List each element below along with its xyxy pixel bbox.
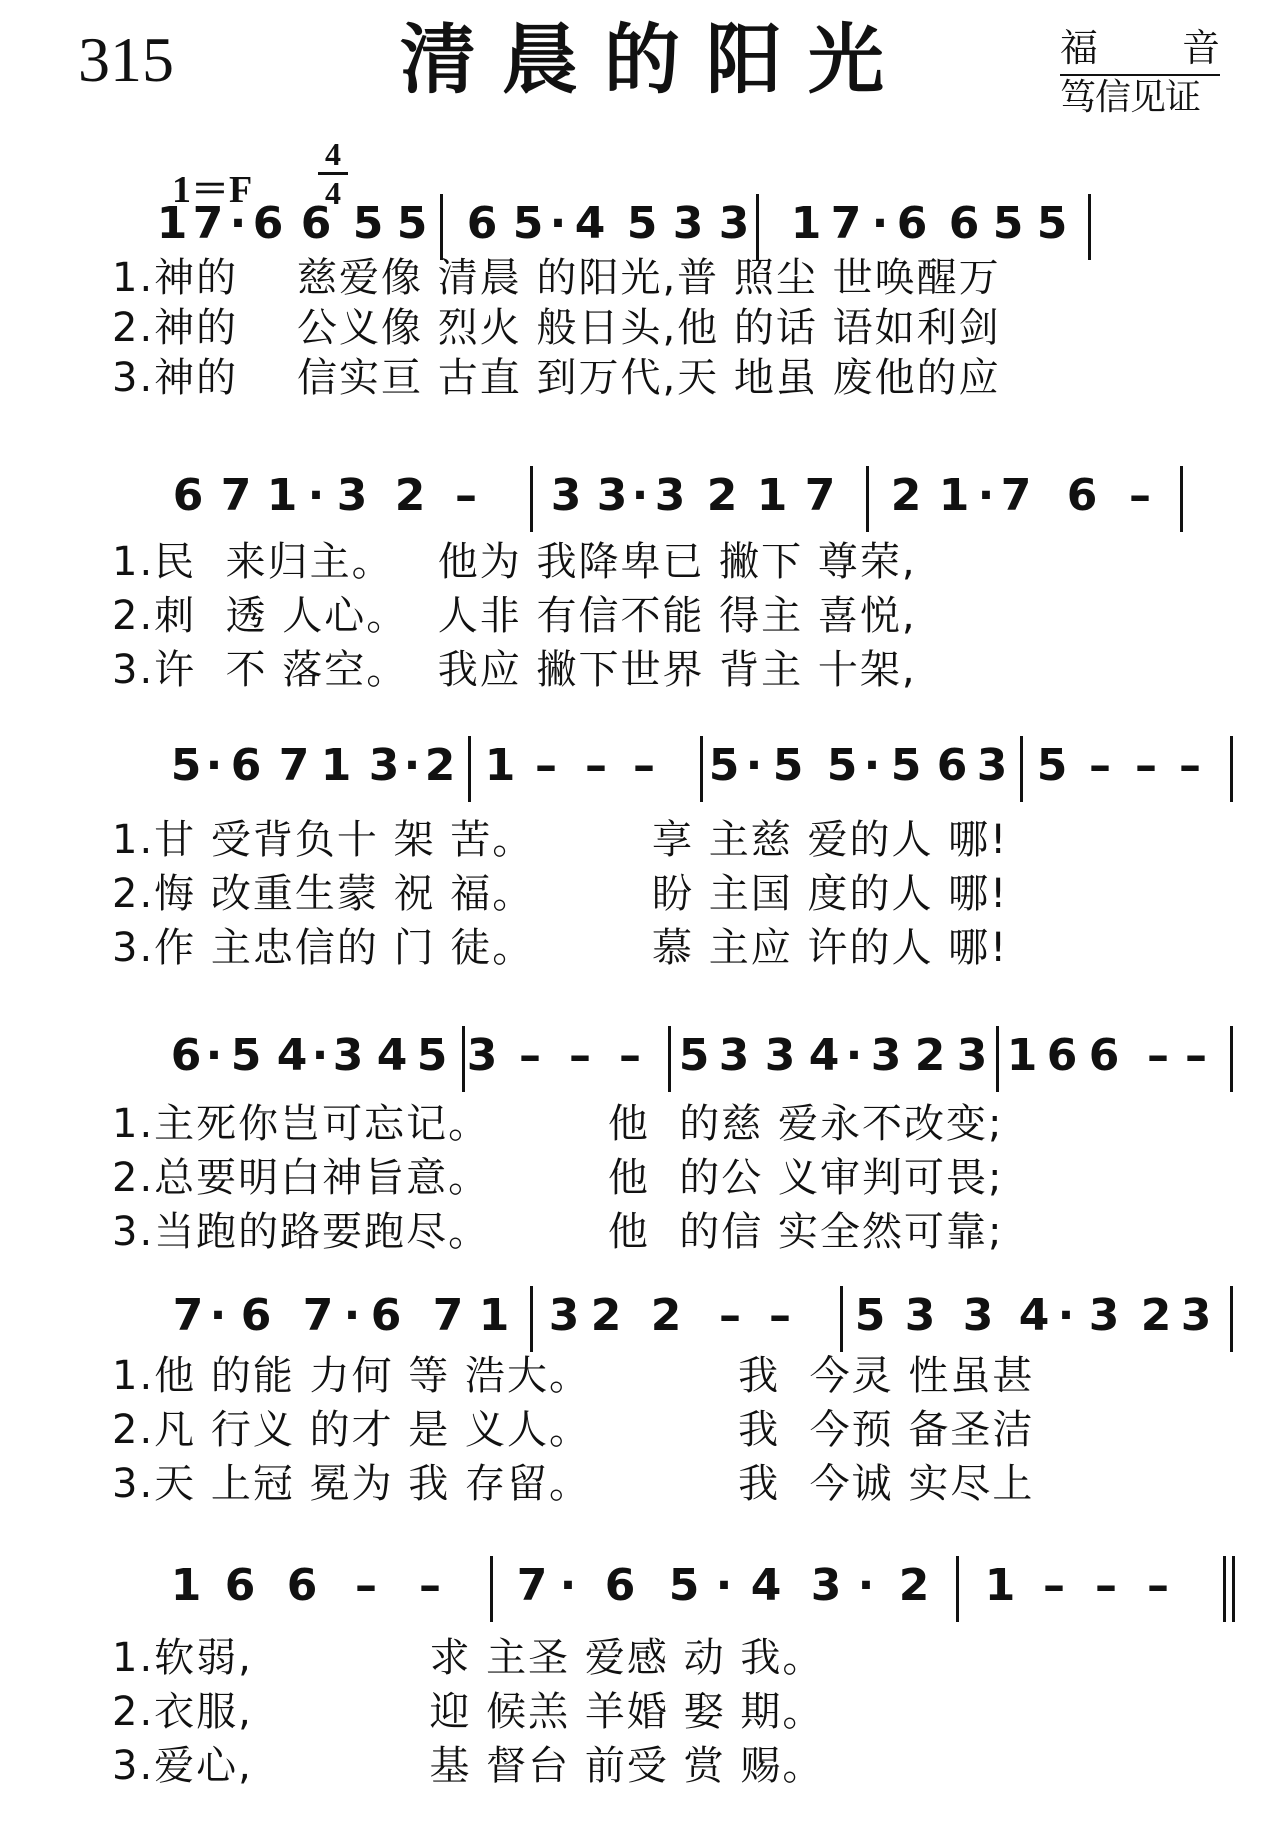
note-digit: 6 xyxy=(1088,1030,1120,1081)
dash-extension: – xyxy=(1147,1560,1169,1611)
note-digit: 6 xyxy=(172,470,204,521)
lyric-verse-3: 3.爱心, 基 督台 前受 赏 赐。 xyxy=(112,1743,825,1789)
note-digit: 3 xyxy=(810,1560,842,1611)
note-digit: 4 xyxy=(1018,1290,1050,1341)
note-digit: 6 xyxy=(370,1290,402,1341)
credit-source-right: 音 xyxy=(1181,26,1220,70)
note-digit: 6 xyxy=(896,198,928,249)
barline xyxy=(756,194,759,260)
dot-mark: · xyxy=(631,470,649,521)
dot-mark: · xyxy=(205,1030,223,1081)
dot-mark: · xyxy=(311,1030,329,1081)
note-digit: 5 xyxy=(170,740,202,791)
dash-extension: – xyxy=(569,1030,591,1081)
system-6 xyxy=(0,1560,1280,1800)
note-digit: 6 xyxy=(936,740,968,791)
note-digit: 3 xyxy=(718,1030,750,1081)
note-digit: 3 xyxy=(466,1030,498,1081)
dot-mark: · xyxy=(209,1290,227,1341)
note-digit: 1 xyxy=(478,1290,510,1341)
note-digit: 1 xyxy=(938,470,970,521)
lyric-verse-1: 1.主死你岂可忘记。 他 的慈 爱永不改变; xyxy=(112,1101,1004,1147)
note-digit: 7 xyxy=(192,198,224,249)
note-digit: 6 xyxy=(1046,1030,1078,1081)
note-digit: 4 xyxy=(574,198,606,249)
dot-mark: · xyxy=(863,740,881,791)
note-digit: 3 xyxy=(718,198,750,249)
note-digit: 2 xyxy=(914,1030,946,1081)
barline xyxy=(1020,736,1023,802)
hymn-title: 清晨的阳光 xyxy=(400,15,910,104)
system-4 xyxy=(0,1030,1280,1270)
dash-extension: – xyxy=(633,740,655,791)
dot-mark: · xyxy=(559,1560,577,1611)
hymn-number: 315 xyxy=(78,24,174,95)
note-digit: 3 xyxy=(332,1030,364,1081)
note-digit: 6 xyxy=(948,198,980,249)
note-digit: 6 xyxy=(230,740,262,791)
barline xyxy=(468,736,471,802)
barline xyxy=(668,1026,671,1092)
barline xyxy=(840,1286,843,1352)
note-digit: 1 xyxy=(170,1560,202,1611)
dot-mark: · xyxy=(745,740,763,791)
dash-extension: – xyxy=(585,740,607,791)
dot-mark: · xyxy=(857,1560,875,1611)
dash-extension: – xyxy=(769,1290,791,1341)
barline xyxy=(530,466,533,532)
note-digit: 4 xyxy=(808,1030,840,1081)
barline xyxy=(956,1556,959,1622)
dot-mark: · xyxy=(1057,1290,1075,1341)
note-digit: 2 xyxy=(1140,1290,1172,1341)
note-digit: 3 xyxy=(956,1030,988,1081)
note-digit: 1 xyxy=(790,198,822,249)
dot-mark: · xyxy=(343,1290,361,1341)
lyric-verse-1: 1.他 的能 力何 等 浩大。 我 今灵 性虽甚 xyxy=(112,1353,1035,1399)
note-digit: 3 xyxy=(548,1290,580,1341)
note-digit: 6 xyxy=(224,1560,256,1611)
lyric-verse-1: 1.软弱, 求 主圣 爱感 动 我。 xyxy=(112,1635,825,1681)
time-signature-bottom: 4 xyxy=(318,172,348,209)
barline xyxy=(440,194,443,260)
note-digit: 7 xyxy=(278,740,310,791)
note-digit: 6 xyxy=(466,198,498,249)
note-digit: 5 xyxy=(708,740,740,791)
note-digit: 3 xyxy=(904,1290,936,1341)
note-digit: 5 xyxy=(854,1290,886,1341)
note-digit: 1 xyxy=(1006,1030,1038,1081)
dash-extension: – xyxy=(1089,740,1111,791)
dash-extension: – xyxy=(1185,1030,1207,1081)
note-digit: 7 xyxy=(804,470,836,521)
barline xyxy=(700,736,703,802)
system-3 xyxy=(0,740,1280,980)
note-digit: 3 xyxy=(368,740,400,791)
note-digit: 4 xyxy=(276,1030,308,1081)
dot-mark: · xyxy=(845,1030,863,1081)
note-digit: 7 xyxy=(1000,470,1032,521)
note-digit: 5 xyxy=(992,198,1024,249)
dot-mark: · xyxy=(229,198,247,249)
dot-mark: · xyxy=(549,198,567,249)
note-digit: 3 xyxy=(870,1030,902,1081)
note-digit: 5 xyxy=(352,198,384,249)
note-digit: 5 xyxy=(678,1030,710,1081)
note-digit: 3 xyxy=(596,470,628,521)
lyric-verse-2: 2.总要明白神旨意。 他 的公 义审判可畏; xyxy=(112,1155,1004,1201)
credit-source xyxy=(1060,26,1220,76)
note-digit: 3 xyxy=(672,198,704,249)
dash-extension: – xyxy=(455,470,477,521)
lyric-verse-1: 1.民 来归主。 他为 我降卑已 撇下 尊荣, xyxy=(112,539,917,585)
system-5 xyxy=(0,1290,1280,1530)
note-digit: 3 xyxy=(654,470,686,521)
note-digit: 7 xyxy=(830,198,862,249)
note-digit: 7 xyxy=(432,1290,464,1341)
note-digit: 3 xyxy=(976,740,1008,791)
note-digit: 1 xyxy=(756,470,788,521)
dash-extension: – xyxy=(1043,1560,1065,1611)
barline xyxy=(1230,736,1233,802)
lyric-verse-3: 3.作 主忠信的 门 徒。 慕 主应 许的人 哪! xyxy=(112,925,1009,971)
note-digit: 3 xyxy=(764,1030,796,1081)
note-digit: 6 xyxy=(252,198,284,249)
barline xyxy=(1088,194,1091,260)
dash-extension: – xyxy=(419,1560,441,1611)
lyric-verse-3: 3.神的 信实亘 古直 到万代,天 地虽 废他的应 xyxy=(112,355,1001,401)
dash-extension: – xyxy=(1147,1030,1169,1081)
lyric-verse-3: 3.天 上冠 冕为 我 存留。 我 今诚 实尽上 xyxy=(112,1461,1035,1507)
note-digit: 2 xyxy=(706,470,738,521)
note-digit: 3 xyxy=(336,470,368,521)
note-digit: 6 xyxy=(1066,470,1098,521)
note-digit: 5 xyxy=(626,198,658,249)
note-digit: 7 xyxy=(220,470,252,521)
note-digit: 2 xyxy=(424,740,456,791)
note-digit: 5 xyxy=(396,198,428,249)
dash-extension: – xyxy=(1095,1560,1117,1611)
lyric-verse-3: 3.当跑的路要跑尽。 他 的信 实全然可靠; xyxy=(112,1209,1004,1255)
key-signature: 1＝F xyxy=(172,169,253,211)
note-digit: 4 xyxy=(750,1560,782,1611)
dot-mark: · xyxy=(715,1560,733,1611)
note-digit: 2 xyxy=(890,470,922,521)
note-digit: 1 xyxy=(484,740,516,791)
note-digit: 7 xyxy=(302,1290,334,1341)
dot-mark: · xyxy=(403,740,421,791)
note-digit: 7 xyxy=(516,1560,548,1611)
note-digit: 7 xyxy=(172,1290,204,1341)
dash-extension: – xyxy=(719,1290,741,1341)
lyric-verse-1: 1.神的 慈爱像 清晨 的阳光,普 照尘 世唤醒万 xyxy=(112,255,1001,301)
note-digit: 6 xyxy=(604,1560,636,1611)
barline xyxy=(530,1286,533,1352)
note-digit: 2 xyxy=(898,1560,930,1611)
dash-extension: – xyxy=(535,740,557,791)
dash-extension: – xyxy=(1179,740,1201,791)
barline xyxy=(462,1026,465,1092)
note-digit: 3 xyxy=(1088,1290,1120,1341)
credits xyxy=(1060,26,1220,119)
time-signature-top: 4 xyxy=(325,136,341,172)
barline xyxy=(1180,466,1183,532)
note-digit: 2 xyxy=(394,470,426,521)
note-digit: 5 xyxy=(512,198,544,249)
note-digit: 3 xyxy=(962,1290,994,1341)
lyric-verse-2: 2.悔 改重生蒙 祝 福。 盼 主国 度的人 哪! xyxy=(112,871,1009,917)
dot-mark: · xyxy=(205,740,223,791)
note-digit: 4 xyxy=(376,1030,408,1081)
note-digit: 6 xyxy=(286,1560,318,1611)
note-digit: 1 xyxy=(266,470,298,521)
note-digit: 5 xyxy=(416,1030,448,1081)
barline xyxy=(1230,1026,1233,1092)
note-digit: 6 xyxy=(300,198,332,249)
note-digit: 5 xyxy=(668,1560,700,1611)
dash-extension: – xyxy=(1129,470,1151,521)
barline xyxy=(1230,1286,1233,1352)
note-digit: 5 xyxy=(1036,740,1068,791)
dash-extension: – xyxy=(355,1560,377,1611)
note-digit: 2 xyxy=(650,1290,682,1341)
note-digit: 3 xyxy=(550,470,582,521)
dash-extension: – xyxy=(519,1030,541,1081)
note-digit: 5 xyxy=(1036,198,1068,249)
dot-mark: · xyxy=(307,470,325,521)
system-1 xyxy=(0,198,1280,438)
lyric-verse-2: 2.神的 公义像 烈火 般日头,他 的话 语如利剑 xyxy=(112,305,1001,351)
note-digit: 6 xyxy=(240,1290,272,1341)
note-digit: 2 xyxy=(590,1290,622,1341)
note-digit: 6 xyxy=(170,1030,202,1081)
lyric-verse-2: 2.凡 行义 的才 是 义人。 我 今预 备圣洁 xyxy=(112,1407,1035,1453)
lyric-verse-3: 3.许 不 落空。 我应 撇下世界 背主 十架, xyxy=(112,647,917,693)
note-digit: 5 xyxy=(826,740,858,791)
lyric-verse-2: 2.刺 透 人心。 人非 有信不能 得主 喜悦, xyxy=(112,593,917,639)
system-2 xyxy=(0,470,1280,710)
note-digit: 1 xyxy=(984,1560,1016,1611)
note-digit: 1 xyxy=(320,740,352,791)
barline xyxy=(490,1556,493,1622)
note-digit: 3 xyxy=(1180,1290,1212,1341)
note-digit: 5 xyxy=(772,740,804,791)
credit-source-left: 福 xyxy=(1060,26,1099,70)
dot-mark: · xyxy=(871,198,889,249)
credit-witness: 笃信见证 xyxy=(1060,76,1201,118)
final-barline xyxy=(1232,1556,1235,1622)
dash-extension: – xyxy=(619,1030,641,1081)
barline xyxy=(996,1026,999,1092)
lyric-verse-1: 1.甘 受背负十 架 苦。 享 主慈 爱的人 哪! xyxy=(112,817,1009,863)
note-digit: 5 xyxy=(890,740,922,791)
note-digit: 5 xyxy=(230,1030,262,1081)
dot-mark: · xyxy=(977,470,995,521)
note-digit: 1 xyxy=(156,198,188,249)
dash-extension: – xyxy=(1135,740,1157,791)
barline xyxy=(866,466,869,532)
lyric-verse-2: 2.衣服, 迎 候羔 羊婚 娶 期。 xyxy=(112,1689,825,1735)
